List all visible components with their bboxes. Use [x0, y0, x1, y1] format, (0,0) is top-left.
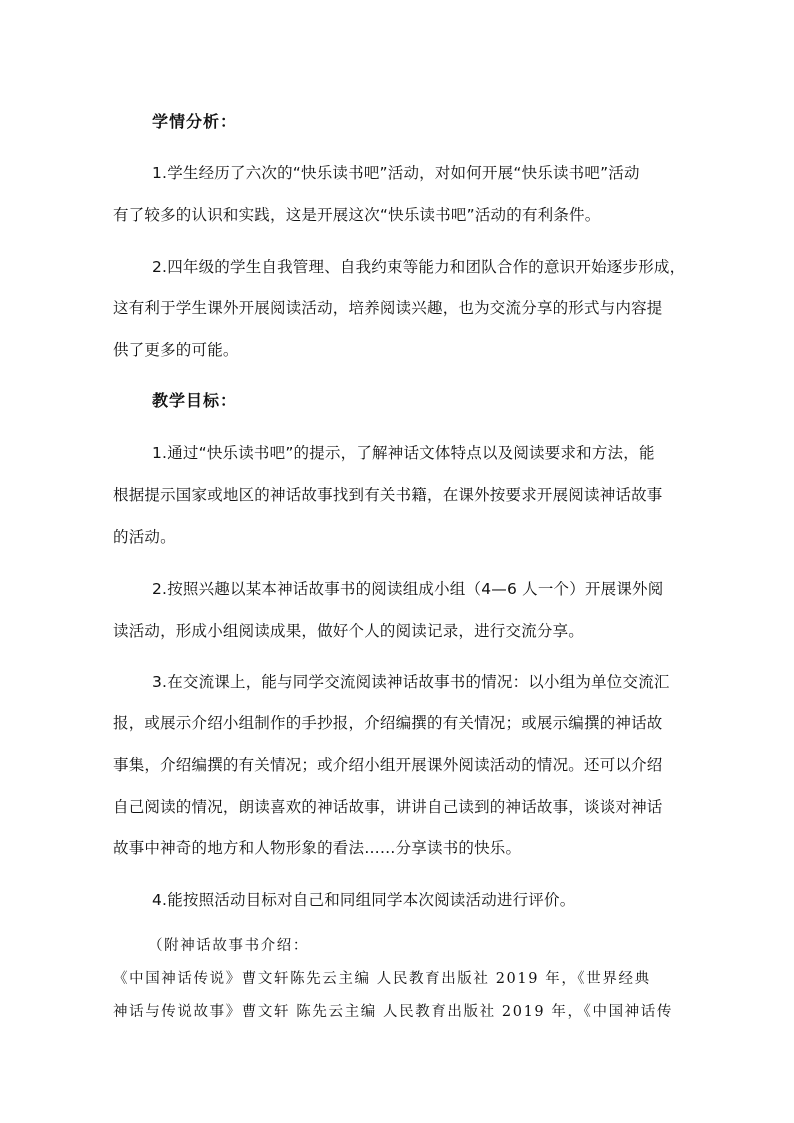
paragraph-line: 事集，介绍编撰的有关情况；或介绍小组开展课外阅读活动的情况。还可以介绍	[113, 756, 663, 774]
paragraph-line: 1.学生经历了六次的“快乐读书吧”活动，对如何开展“快乐读书吧”活动	[152, 164, 640, 182]
paragraph-line: 读活动，形成小组阅读成果，做好个人的阅读记录，进行交流分享。	[113, 622, 585, 640]
paragraph-line: 3.在交流课上，能与同学交流阅读神话故事书的情况：以小组为单位交流汇	[152, 673, 670, 691]
paragraph-line: 有了较多的认识和实践，这是开展这次“快乐读书吧”活动的有利条件。	[113, 206, 601, 224]
paragraph-line: 2.按照兴趣以某本神话故事书的阅读组成小组（4—6 人一个）开展课外阅	[152, 580, 664, 598]
paragraph-line: 供了更多的可能。	[113, 341, 239, 359]
paragraph-line: 报，或展示介绍小组制作的手抄报，介绍编撰的有关情况；或展示编撰的神话故	[113, 714, 663, 732]
appendix-line: （附神话故事书介绍：	[148, 938, 309, 954]
paragraph-line: 的活动。	[113, 528, 176, 546]
paragraph-line: 4.能按照活动目标对自己和同组同学本次阅读活动进行评价。	[152, 891, 576, 909]
appendix-line: 神话与传说故事》曹文轩 陈先云主编 人民教育出版社 2019 年，《中国神话传	[113, 1004, 673, 1020]
paragraph-line: 2.四年级的学生自我管理、自我约束等能力和团队合作的意识开始逐步形成，	[152, 258, 686, 276]
heading-teaching-goals: 教学目标：	[152, 391, 238, 410]
paragraph-line: 1.通过“快乐读书吧”的提示，了解神话文体特点以及阅读要求和方法，能	[152, 444, 655, 462]
appendix-line: 《中国神话传说》曹文轩陈先云主编 人民教育出版社 2019 年，《世界经典	[113, 971, 651, 987]
paragraph-line: 自己阅读的情况，朗读喜欢的神话故事，讲讲自己读到的神话故事，谈谈对神话	[113, 798, 663, 816]
paragraph-line: 故事中神奇的地方和人物形象的看法……分享读书的快乐。	[113, 839, 522, 857]
paragraph-line: 根据提示国家或地区的神话故事找到有关书籍，在课外按要求开展阅读神话故事	[113, 486, 663, 504]
paragraph-line: 这有利于学生课外开展阅读活动，培养阅读兴趣，也为交流分享的形式与内容提	[113, 299, 663, 317]
heading-student-analysis: 学情分析：	[152, 112, 238, 131]
